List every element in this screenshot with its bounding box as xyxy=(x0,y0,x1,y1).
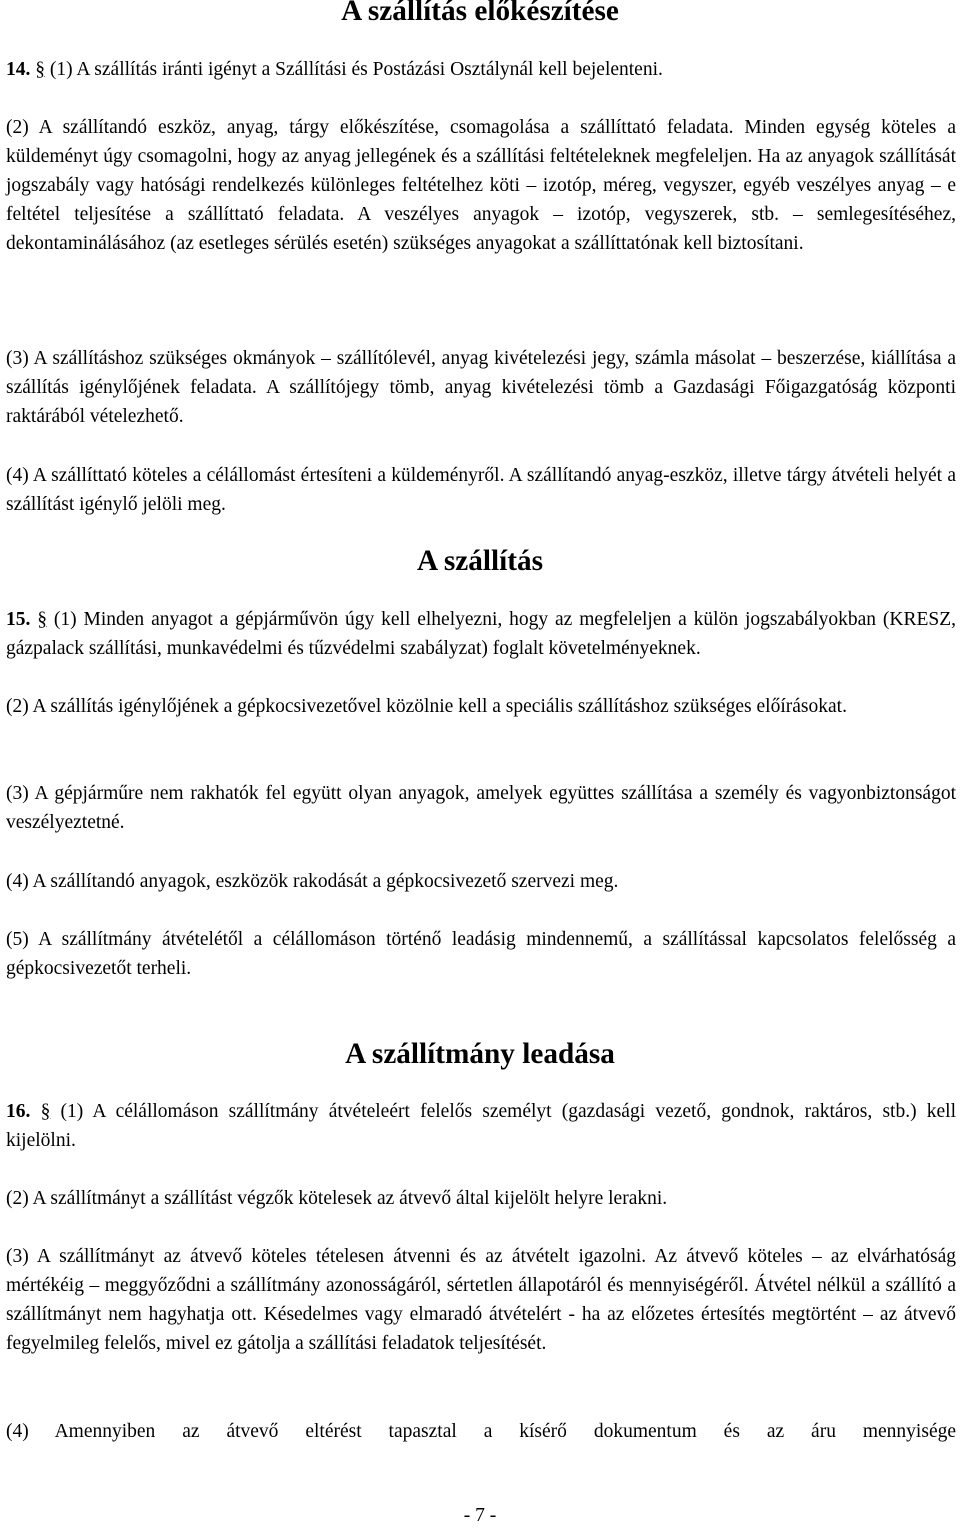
paragraph-15-3: (3) A gépjárműre nem rakhatók fel együtt olyan anyagok, amelyek együttes szállítása a személy és vagyonbiztonságot veszélyeztetné. xyxy=(6,783,956,833)
section-heading-transport: A szállítás xyxy=(417,545,543,577)
section-number: 15. xyxy=(6,609,31,630)
paragraph-text: (1) A szállítás iránti igényt a Szállítási és Postázási Osztálynál kell bejelenteni. xyxy=(45,59,663,80)
paragraph-16-3: (3) A szállítmányt az átvevő köteles tételesen átvenni és az átvételt igazolni. Az átvevő köteles – az elvárhatóság mértékéig – meggyőződni a szállítmány azonosságáról, sértetlen állapotáról és mennyiségéről. Átvétel nélkül a szállító a szállítmányt nem hagyhatja ott. Késedelmes vagy elmaradó átvételért - ha az előzetes értesítés megtörtént – az átvevő fegyelmileg felelős, mivel ez gátolja a szállítási feladatok teljesítését. xyxy=(6,1246,956,1354)
paragraph-text: (1) A célállomáson szállítmány átvételeért felelős személyt (gazdasági vezető, gondnok, raktáros, stb.) kell kijelölni. xyxy=(6,1101,957,1151)
paragraph-16-4: (4) Amennyiben az átvevő eltérést tapasztal a kísérő dokumentum és az áru mennyisége xyxy=(6,1421,956,1442)
paragraph-15-5: (5) A szállítmány átvételétől a célállomáson történő leadásig mindennemű, a szállítással kapcsolatos felelősség a gépkocsivezetőt terheli. xyxy=(6,929,956,979)
section-number: 14. xyxy=(6,59,31,80)
paragraph-16-1 xyxy=(6,1097,956,1155)
paragraph-15-4: (4) A szállítandó anyagok, eszközök rakodását a gépkocsivezető szervezi meg. xyxy=(6,871,619,892)
paragraph-15-1 xyxy=(6,605,956,663)
paragraph-sign: § xyxy=(35,59,45,80)
paragraph-15-2: (2) A szállítás igénylőjének a gépkocsivezetővel közölnie kell a speciális szállításhoz szükséges előírásokat. xyxy=(6,696,847,717)
paragraph-text: (1) Minden anyagot a gépjárművön úgy kell elhelyezni, hogy az megfeleljen a külön jogszabályokban (KRESZ, gázpalack szállítási, munkavédelmi és tűzvédelmi szabályzat) foglalt követelményeknek. xyxy=(6,609,957,659)
section-number: 16. xyxy=(6,1101,31,1122)
paragraph-sign: § xyxy=(40,1101,51,1122)
paragraph-16-2: (2) A szállítmányt a szállítást végzők kötelesek az átvevő által kijelölt helyre lerakni. xyxy=(6,1188,668,1209)
paragraph-14-1 xyxy=(6,55,956,84)
paragraph-14-3: (3) A szállításhoz szükséges okmányok – szállítólevél, anyag kivételezési jegy, számla másolat – beszerzése, kiállítása a szállítás igénylőjének feladata. A szállítójegy tömb, anyag kivételezési tömb a Gazdasági Főigazgatóság központi raktárából vételezhető. xyxy=(6,348,956,427)
paragraph-14-4: (4) A szállíttató köteles a célállomást értesíteni a küldeményről. A szállítandó anyag-eszköz, illetve tárgy átvételi helyét a szállítást igénylő jelöli meg. xyxy=(6,465,956,515)
paragraph-sign: § xyxy=(37,609,48,630)
paragraph-14-2: (2) A szállítandó eszköz, anyag, tárgy előkészítése, csomagolása a szállíttató feladata. Minden egység köteles a küldeményt úgy csomagolni, hogy az anyag jellegének és a szállítási feltételeknek megfeleljen. Ha az anyagok szállítását jogszabály vagy hatósági rendelkezés különleges feltételhez köti – izotóp, méreg, vegyszer, egyéb veszélyes anyag – e feltétel teljesítése a szállíttató feladata. A veszélyes anyagok – izotóp, vegyszerek, stb. – semlegesítéséhez, dekontaminálásához (az esetleges sérülés esetén) szükséges anyagokat a szállíttatónak kell biztosítani. xyxy=(6,117,956,254)
section-heading-preparation: A szállítás előkészítése xyxy=(341,0,619,27)
page-number: - 7 - xyxy=(463,1505,497,1526)
section-heading-delivery: A szállítmány leadása xyxy=(345,1038,615,1070)
